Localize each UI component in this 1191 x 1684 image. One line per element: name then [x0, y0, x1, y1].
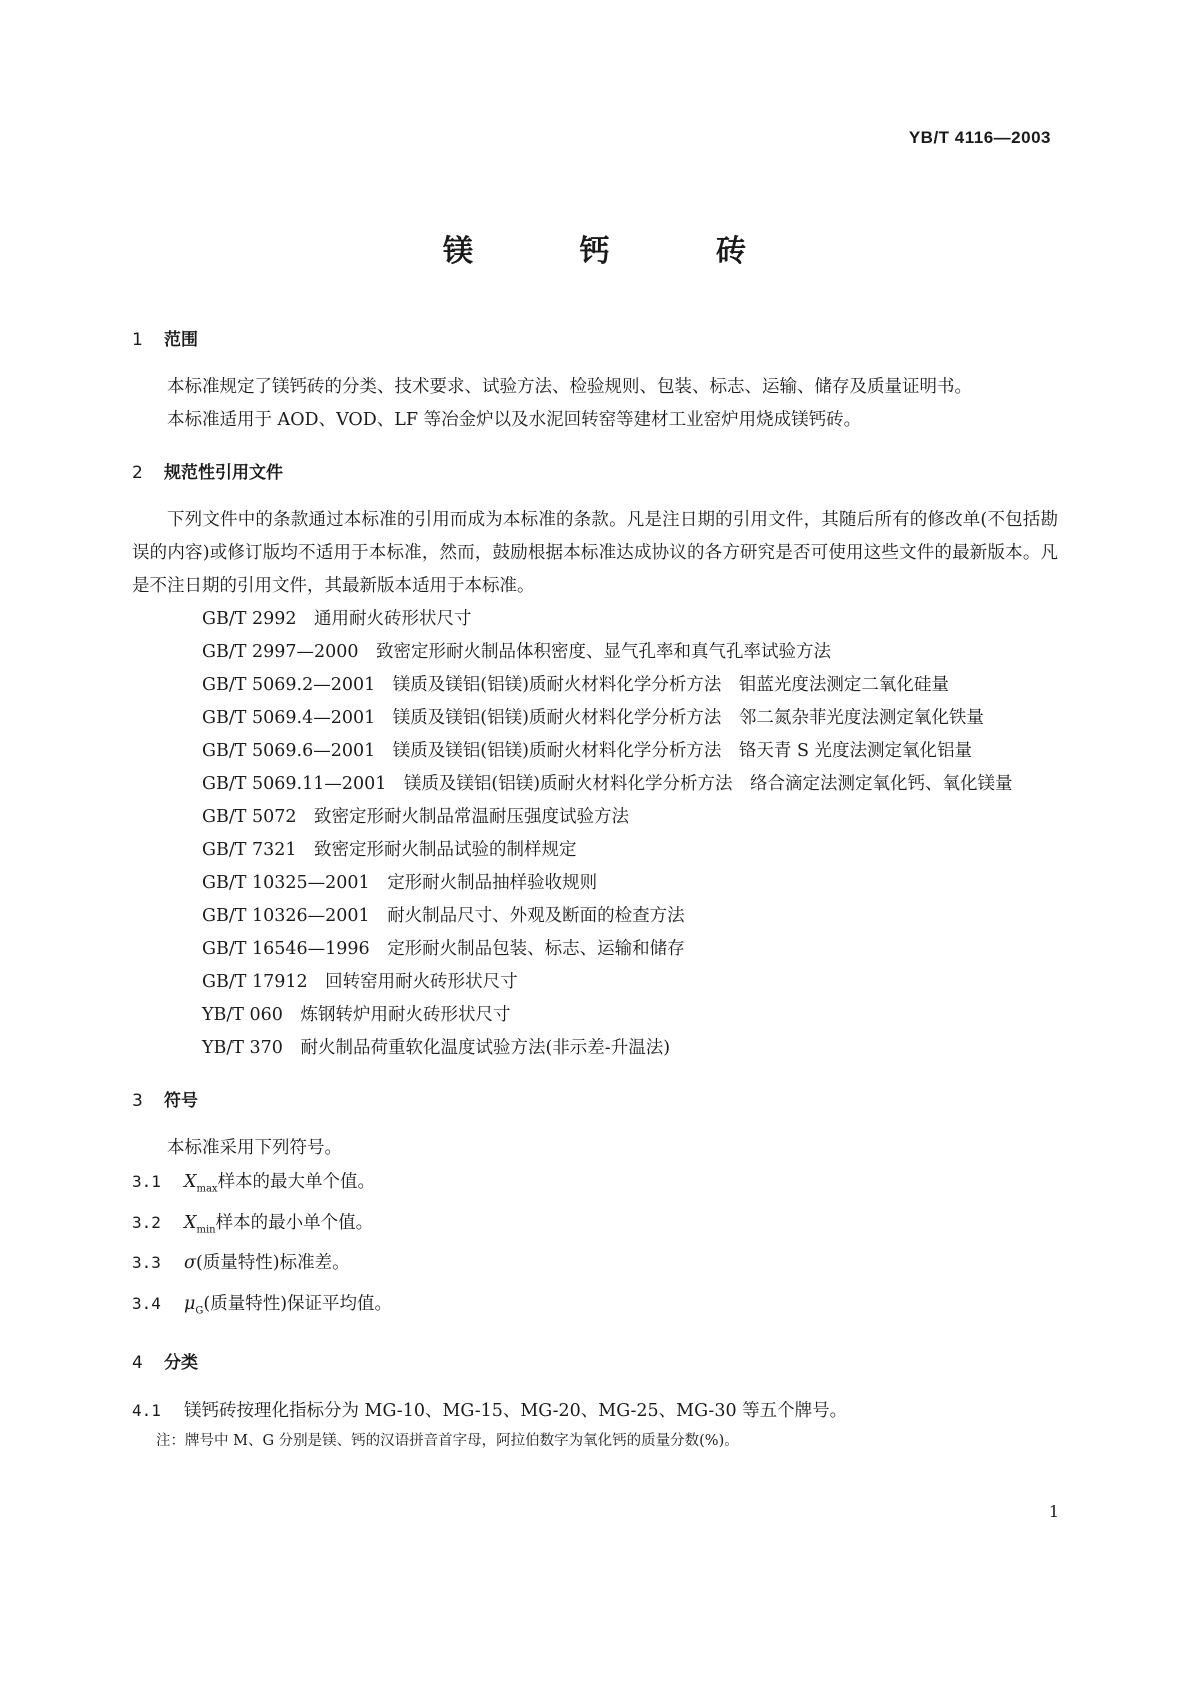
section-heading-symbols: [132, 1085, 1058, 1118]
section-heading-classification: [132, 1347, 1058, 1380]
document-body: [132, 324, 1058, 1454]
reference-item: [132, 636, 1058, 669]
standard-number: YB/T 4116—2003: [908, 128, 1051, 147]
symbol-list: [132, 1165, 1058, 1327]
reference-code: YB/T 060: [202, 1005, 283, 1025]
section-number: 4: [132, 1353, 143, 1373]
classification-note: 注：牌号中 M、G 分别是镁、钙的汉语拼音首字母，阿拉伯数字为氧化钙的质量分数(%)。: [156, 1433, 739, 1449]
page-number: 1: [1048, 1502, 1059, 1521]
title-char: 钙: [579, 234, 612, 269]
symbol-item: [132, 1246, 1058, 1287]
reference-title: 镁质及镁铝(铝镁)质耐火材料化学分析方法 邻二氮杂菲光度法测定氧化铁量: [392, 708, 984, 728]
reference-item: [132, 1032, 1058, 1065]
reference-item: [132, 867, 1058, 900]
scope-paragraph: 本标准规定了镁钙砖的分类、技术要求、试验方法、检验规则、包装、标志、运输、储存及质量证明书。: [167, 377, 972, 397]
normative-intro: 下列文件中的条款通过本标准的引用而成为本标准的条款。凡是注日期的引用文件，其随后所有的修改单(不包括勘误的内容)或修订版均不适用于本标准，然而，鼓励根据本标准达成协议的各方研究是否可使用这些文件的最新版本。凡是不注日期的引用文件，其最新版本适用于本标准。: [132, 510, 1058, 596]
reference-item: [132, 702, 1058, 735]
symbols-intro: 本标准采用下列符号。: [167, 1138, 342, 1158]
reference-title: 致密定形耐火制品试验的制样规定: [314, 840, 577, 860]
symbol-glyph: X: [184, 1212, 197, 1233]
reference-item: [132, 834, 1058, 867]
reference-code: GB/T 10325—2001: [202, 873, 370, 893]
reference-code: GB/T 5069.6—2001: [202, 741, 376, 761]
reference-code: GB/T 16546—1996: [202, 939, 370, 959]
reference-title: 定形耐火制品抽样验收规则: [387, 873, 598, 893]
document-title: [0, 226, 1191, 270]
reference-title: 定形耐火制品包装、标志、运输和储存: [387, 939, 685, 959]
reference-item: [132, 603, 1058, 636]
symbol-subscript: max: [196, 1183, 218, 1195]
symbol-subscript: min: [196, 1224, 216, 1235]
reference-code: GB/T 10326—2001: [202, 906, 370, 926]
reference-title: 镁质及镁铝(铝镁)质耐火材料化学分析方法 铬天青 S 光度法测定氧化铝量: [392, 741, 973, 761]
reference-code: GB/T 5069.4—2001: [202, 708, 376, 728]
section-title: 规范性引用文件: [164, 463, 283, 483]
reference-code: GB/T 2992: [202, 609, 297, 629]
symbol-glyph: σ: [184, 1253, 196, 1273]
reference-item: [132, 669, 1058, 702]
section-number: 1: [132, 330, 143, 350]
clause-number: 3.3: [132, 1253, 161, 1272]
section-title: 分类: [164, 1353, 198, 1373]
reference-code: GB/T 7321: [202, 840, 297, 860]
reference-code: GB/T 2997—2000: [202, 642, 359, 662]
section-number: 2: [132, 463, 143, 483]
reference-title: 镁质及镁铝(铝镁)质耐火材料化学分析方法 钼蓝光度法测定二氧化硅量: [392, 675, 949, 695]
reference-title: 回转窑用耐火砖形状尺寸: [325, 972, 518, 992]
reference-code: GB/T 5069.11—2001: [202, 774, 387, 794]
reference-item: [132, 735, 1058, 768]
section-title: 范围: [164, 330, 198, 350]
symbol-definition: (质量特性)保证平均值。: [203, 1293, 393, 1314]
reference-title: 耐火制品荷重软化温度试验方法(非示差-升温法): [300, 1038, 671, 1058]
reference-item: [132, 966, 1058, 999]
title-char: 镁: [443, 234, 476, 269]
symbol-subscript: G: [195, 1305, 204, 1316]
reference-title: 通用耐火砖形状尺寸: [314, 609, 472, 629]
clause-number: 3.4: [132, 1293, 161, 1313]
reference-title: 致密定形耐火制品常温耐压强度试验方法: [314, 807, 630, 827]
scope-paragraph: 本标准适用于 AOD、VOD、LF 等冶金炉以及水泥回转窑等建材工业窑炉用烧成镁钙砖。: [167, 410, 862, 430]
reference-title: 致密定形耐火制品体积密度、显气孔率和真气孔率试验方法: [376, 642, 832, 662]
reference-code: YB/T 370: [202, 1038, 283, 1058]
reference-item: [132, 999, 1058, 1032]
reference-title: 炼钢转炉用耐火砖形状尺寸: [300, 1005, 511, 1025]
clause-text: 镁钙砖按理化指标分为 MG-10、MG-15、MG-20、MG-25、MG-30 等五个牌号。: [184, 1401, 848, 1421]
reference-code: GB/T 17912: [202, 972, 308, 992]
section-heading-normative: [132, 457, 1058, 490]
symbol-definition: 样本的最大单个值。: [217, 1172, 376, 1192]
reference-item: [132, 768, 1058, 801]
reference-list: [132, 603, 1058, 1065]
reference-code: GB/T 5072: [202, 807, 297, 827]
section-title: 符号: [164, 1091, 198, 1111]
reference-title: 耐火制品尺寸、外观及断面的检查方法: [387, 906, 685, 926]
reference-item: [132, 933, 1058, 966]
symbol-item: [132, 1165, 1058, 1206]
section-heading-scope: [132, 324, 1058, 357]
clause-number: 3.1: [132, 1172, 161, 1191]
symbol-item: [132, 1287, 1058, 1328]
symbol-glyph: X: [184, 1172, 197, 1192]
clause-number: 4.1: [132, 1401, 161, 1420]
symbol-item: [132, 1206, 1058, 1247]
reference-item: [132, 801, 1058, 834]
section-number: 3: [132, 1091, 143, 1111]
symbol-definition: (质量特性)标准差。: [195, 1253, 350, 1273]
reference-code: GB/T 5069.2—2001: [202, 675, 376, 695]
reference-item: [132, 900, 1058, 933]
symbol-definition: 样本的最小单个值。: [215, 1212, 374, 1233]
clause-number: 3.2: [132, 1212, 161, 1232]
symbol-glyph: μ: [184, 1293, 196, 1314]
title-char: 砖: [715, 234, 748, 269]
reference-title: 镁质及镁铝(铝镁)质耐火材料化学分析方法 络合滴定法测定氧化钙、氧化镁量: [403, 774, 1013, 794]
classification-clause: [132, 1394, 1058, 1428]
